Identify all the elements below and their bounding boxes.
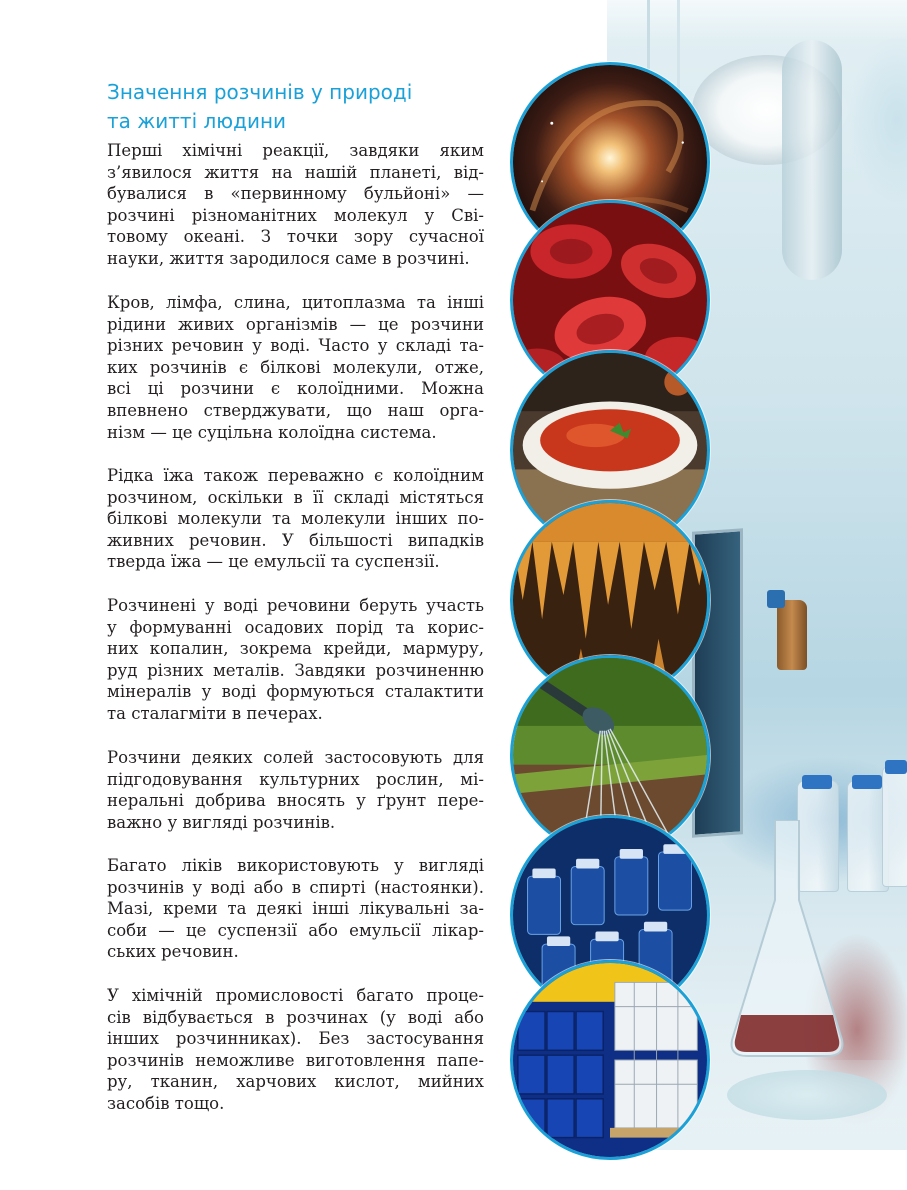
text-line: розчинів неможливе виготовлення папе- bbox=[107, 1050, 484, 1070]
paragraph-chemical-industry bbox=[107, 985, 484, 1115]
text-line: різних речовин у воді. Часто у складі та- bbox=[107, 336, 484, 356]
text-line: У хімічній промисловості багато проце- bbox=[107, 986, 484, 1005]
text-line: бувалися в «первинному бульйоні» — bbox=[107, 184, 484, 204]
text-line: Кров, лімфа, слина, цитоплазма та інші bbox=[107, 293, 484, 312]
text-line: товому океані. З точки зору сучасної bbox=[107, 227, 484, 247]
text-line: ру, тканин, харчових кислот, мийних bbox=[107, 1072, 484, 1092]
text-line: науки, життя зародилося саме в розчині. bbox=[107, 248, 470, 268]
paragraph-food bbox=[107, 465, 484, 573]
paragraph-origin-of-life bbox=[107, 140, 484, 270]
text-line: розчинів у воді або в спирті (настоянки). bbox=[107, 877, 484, 897]
text-line: соби — це суспензії або емульсії лікар- bbox=[107, 920, 484, 940]
text-line: Мазі, креми та деякі інші лікувальні за- bbox=[107, 899, 484, 919]
section-title bbox=[107, 78, 487, 136]
text-line: тверда їжа — це емульсії та суспензії. bbox=[107, 552, 440, 572]
section-title-line: Значення розчинів у природі bbox=[107, 79, 413, 104]
text-line: ських речовин. bbox=[107, 942, 239, 962]
text-line: руд різних металів. Завдяки розчиненню bbox=[107, 660, 484, 680]
text-line: Рідка їжа також переважно є колоїдним bbox=[107, 466, 484, 485]
text-line: впевнено стверджувати, що наш орга- bbox=[107, 400, 484, 420]
text-line: розчином, оскільки в її складі містяться bbox=[107, 487, 484, 507]
industrial-barrels-photo bbox=[510, 960, 710, 1160]
text-line: засобів тощо. bbox=[107, 1093, 225, 1113]
text-line: ких розчинів є білкові молекули, отже, bbox=[107, 357, 484, 377]
text-line: з’явилося життя на нашій планеті, від- bbox=[107, 162, 484, 182]
text-line: рідини живих організмів — це розчини bbox=[107, 314, 484, 334]
text-line: та сталагміти в печерах. bbox=[107, 703, 323, 723]
text-line: розчині різноманітних молекул у Сві- bbox=[107, 205, 484, 225]
text-line: неральні добрива вносять у ґрунт пере- bbox=[107, 791, 484, 811]
section-title-line: та житті людини bbox=[107, 108, 287, 133]
text-line: інших розчинниках). Без застосування bbox=[107, 1029, 484, 1049]
text-line: нізм — це суцільна колоїдна система. bbox=[107, 422, 437, 442]
paragraph-fertilizers bbox=[107, 747, 484, 833]
text-line: всі ці розчини є колоїдними. Можна bbox=[107, 379, 484, 399]
text-line: живних речовин. У більшості випадків bbox=[107, 530, 484, 550]
paragraph-minerals bbox=[107, 595, 484, 725]
text-line: Перші хімічні реакції, завдяки яким bbox=[107, 141, 484, 160]
text-line: них копалин, зокрема крейди, мармуру, bbox=[107, 639, 484, 659]
paragraph-body-fluids bbox=[107, 292, 484, 443]
paragraph-medicine bbox=[107, 855, 484, 963]
text-line: важно у вигляді розчинів. bbox=[107, 812, 336, 832]
text-line: Розчини деяких солей застосовують для bbox=[107, 748, 484, 767]
text-line: Розчинені у воді речовини беруть участь bbox=[107, 596, 484, 615]
text-line: підгодовування культурних рослин, мі- bbox=[107, 769, 484, 789]
text-line: білкові молекули та молекули інших по- bbox=[107, 509, 484, 529]
text-line: Багато ліків використовують у вигляді bbox=[107, 856, 484, 875]
text-line: сів відбувається в розчинах (у воді або bbox=[107, 1007, 484, 1027]
text-line: мінералів у воді формуються сталактити bbox=[107, 682, 484, 702]
text-line: у формуванні осадових порід та корис- bbox=[107, 617, 484, 637]
